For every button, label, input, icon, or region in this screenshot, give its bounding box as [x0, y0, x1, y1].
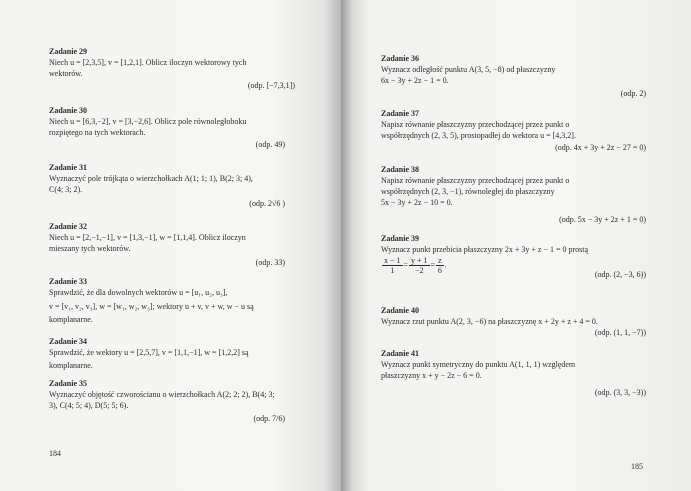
task-title: Zadanie 36 [381, 54, 420, 63]
task-title: Zadanie 41 [381, 349, 420, 358]
fraction-denominator: 6 [437, 266, 442, 275]
fraction-y [409, 256, 430, 275]
task-text-line: Wyznacz odległość punktu A(3, 5, −8) od płaszczyzny [381, 65, 556, 74]
task-34 [49, 336, 299, 371]
line-equation: $\frac{x - 1}{1}$ = $\frac{y + 1}{-2}$ = $\frac{z}{6}$ . [384, 256, 447, 275]
fraction-numerator: x − 1 [384, 256, 401, 265]
task-title: Zadanie 38 [381, 165, 420, 174]
page-number: 184 [49, 449, 61, 458]
task-answer: (odp. 5x − 3y + 2z + 1 = 0) [559, 215, 646, 224]
task-33 [49, 276, 299, 325]
task-title: Zadanie 34 [49, 337, 88, 346]
task-title: Zadanie 29 [49, 47, 88, 56]
task-answer: (odp. 4x + 3y + 2z − 27 = 0) [555, 143, 646, 152]
task-title: Zadanie 40 [381, 306, 420, 315]
fraction-x [382, 256, 403, 275]
task-answer: (odp. (3, 3, −3)) [594, 388, 646, 397]
task-title: Zadanie 30 [49, 106, 88, 115]
task-text-line: 5x − 3y + 2z − 10 = 0. [381, 198, 453, 207]
task-text-line: Wyznacz rzut punktu A(2, 3, −6) na płaszczyznę x + 2y + z + 4 = 0. [381, 317, 598, 326]
task-title: Zadanie 39 [381, 234, 420, 243]
task-text-line: 3), C(4; 5; 4), D(5; 5; 6). [49, 401, 129, 410]
page-number: 185 [631, 462, 643, 471]
task-answer: (odp. 49) [255, 140, 285, 149]
task-37 [381, 108, 646, 153]
task-title: Zadanie 35 [49, 379, 88, 388]
task-32 [49, 221, 299, 268]
task-text-line: komplanarne. [49, 315, 93, 324]
task-text-line: współrzędnych (2, 3, −1), równoległej do płaszczyzny [381, 187, 555, 196]
task-answer: (odp. 2√6 ) [249, 199, 285, 208]
task-text-line: komplanarne. [49, 361, 93, 370]
task-answer: (odp. (2, −3, 6)) [594, 270, 646, 279]
task-title: Zadanie 31 [49, 163, 88, 172]
task-40 [381, 305, 646, 338]
task-31 [49, 162, 299, 209]
task-text-line: v = [v₁, v₂, v₃], w = [w₁, w₂, w₃]; wektory u + v, v + w, w − u są [49, 302, 254, 311]
task-answer: (odp. 33) [255, 258, 285, 267]
task-38 [381, 164, 646, 225]
task-title: Zadanie 37 [381, 109, 420, 118]
task-29 [49, 46, 299, 91]
task-text-line: Wyznaczyć pole trójkąta o wierzchołkach A(1; 1; 1), B(2; 3; 4), [49, 174, 253, 183]
task-text-line: Napisz równanie płaszczyzny przechodzącej przez punkt o [381, 120, 570, 129]
task-39 [381, 233, 646, 280]
task-text-line: Wyznaczyć objętość czworościanu o wierzchołkach A(2; 2; 2), B(4; 3; [49, 390, 275, 399]
task-answer: (odp. [−7,3,1]) [247, 81, 295, 90]
task-answer: (odp. 2) [620, 89, 646, 98]
fraction-numerator: z [438, 256, 442, 265]
task-36 [381, 53, 646, 99]
fraction-denominator: 1 [390, 266, 395, 275]
left-page [0, 0, 341, 491]
task-text-line: Sprawdzić, że wektory u = [2,5,7], v = [1,1,−1], w = [1,2,2] są [49, 348, 249, 357]
task-text-line: rozpiętego na tych wektorach. [49, 128, 146, 137]
task-answer: (odp. (1, 1, −7)) [594, 328, 646, 337]
task-text-line: Wyznacz punkt przebicia płaszczyzny 2x + 3y + z − 1 = 0 prostą [381, 245, 589, 254]
task-text-line: mieszany tych wektorów. [49, 244, 131, 253]
fraction-z [436, 256, 444, 275]
task-text-line: Niech u = [2,−1,−1], v = [1,3,−1], w = [1,1,4]. Oblicz iloczyn [49, 233, 246, 242]
task-answer: (odp. 7/6) [253, 414, 285, 423]
task-text-line: 6x − 3y + 2z − 1 = 0. [381, 76, 449, 85]
task-text-line: płaszczyzny x + y − 2z − 6 = 0. [381, 371, 482, 380]
task-text-line: Niech u = [2,3,5], v = [1,2,1]. Oblicz iloczyn wektorowy tych [49, 58, 247, 67]
task-title: Zadanie 33 [49, 277, 88, 286]
task-text-line: wektorów. [49, 69, 83, 78]
task-text-line: Sprawdzić, że dla dowolnych wektorów u = [u₁, u₂, u₃], [49, 288, 228, 297]
right-page [341, 0, 691, 491]
task-text-line: współrzędnych (2, 3, 5), prostopadłej do wektora u = [4,3,2]. [381, 131, 576, 140]
task-30 [49, 105, 299, 150]
task-title: Zadanie 32 [49, 222, 88, 231]
task-35 [49, 378, 299, 424]
task-text-line: Niech u = [6,3,−2], v = [3,−2,6]. Oblicz pole równoległoboku [49, 117, 247, 126]
task-text-line: C(4; 3; 2). [49, 185, 83, 194]
task-41 [381, 348, 646, 398]
fraction-denominator: −2 [415, 266, 424, 275]
task-text-line: Wyznacz punkt symetryczny do punktu A(1, 1, 1) względem [381, 360, 576, 369]
fraction-numerator: y + 1 [411, 256, 428, 265]
task-text-line: Napisz równanie płaszczyzny przechodzącej przez punkt o [381, 176, 570, 185]
